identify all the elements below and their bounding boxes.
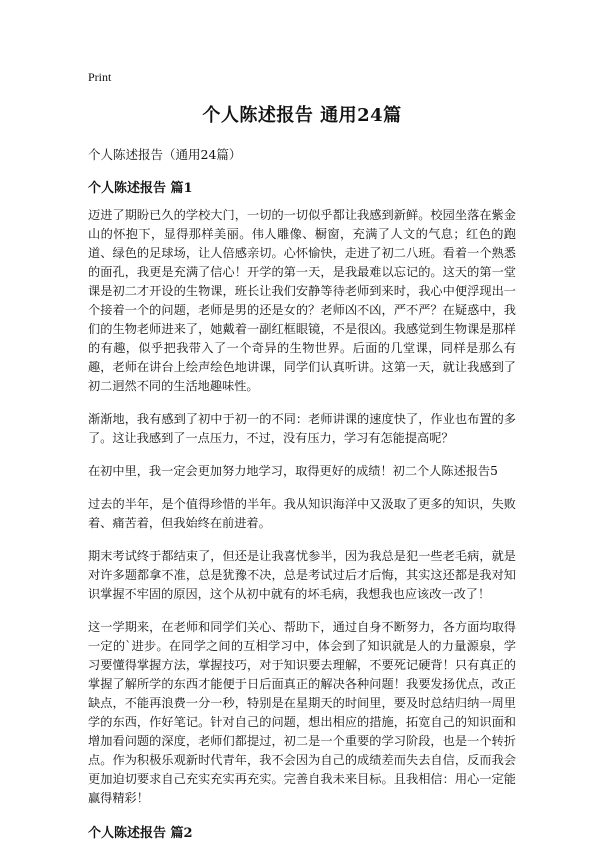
paragraph-3: 在初中里，我一定会更加努力地学习，取得更好的成绩！初二个人陈述报告5 [88,464,498,478]
document-subtitle: 个人陈述报告（通用24篇） [88,147,242,162]
section-heading-1: 个人陈述报告 篇1 [88,181,193,196]
print-label: Print [88,70,112,84]
paragraph-4: 过去的半年，是个值得珍惜的半年。我从知识海洋中又汲取了更多的知识，失败着、痛苦着，但我始终在前进着。 [88,497,516,530]
paragraph-1: 迈进了期盼已久的学校大门，一切的一切似乎都让我感到新鲜。校园坐落在紫金山的怀抱下，显得那样美丽。伟人雕像、橱窗，充满了人文的气息；红色的跑道、绿色的足球场，让人倍感亲切。心怀愉快，走进了初二八班。看着一个熟悉的面孔，我更是充满了信心！开学的第一天，是我最难以忘记的。这天的第一堂课是初二才开设的生物课，班长让我们安静等待老师到来时，我心中便浮现出一个接着一个的问题，老师是男的还是女的？老师凶不凶，严不严？在疑惑中，我们的生物老师进来了，她戴着一副红框眼镜，不是很凶。我感觉到生物课是那样的有趣，似乎把我带入了一个奇异的生物世界。后面的几堂课，同样是那么有趣，老师在讲台上绘声绘色地讲课，同学们认真听讲。这第一天，就让我感到了初二迥然不同的生活地趣味性。 [88,208,516,393]
paragraph-2: 渐渐地，我有感到了初中于初一的不同：老师讲课的速度快了，作业也布置的多了。这让我感到了一点压力，不过，没有压力，学习有怎能提高呢？ [88,412,516,445]
paragraph-5: 期末考试终于都结束了，但还是让我喜忧参半，因为我总是犯一些老毛病，就是对许多题都拿不准，总是犹豫不决，总是考试过后才后悔，其实这还都是我对知识掌握不牢固的原因，这个从初中就有的坏毛病，我想我也应该改一改了！ [88,549,516,601]
section-heading-2: 个人陈述报告 篇2 [88,826,193,841]
document-title: 个人陈述报告 通用24篇 [202,105,402,126]
paragraph-6: 这一学期来，在老师和同学们关心、帮助下，通过自身不断努力，各方面均取得一定的`进步。在同学之间的互相学习中，体会到了知识就是人的力量源泉，学习要懂得掌握方法，掌握技巧，对于知识要去理解，不要死记硬背！只有真正的掌握了解所学的东西才能便于日后面真正的解决各种问题！我要发扬优点，改正缺点，不能再浪费一分一秒，特别是在星期天的时间里，要及时总结归纳一周里学的东西，作好笔记。针对自己的问题，想出相应的措施，拓宽自己的知识面和增加看问题的深度，老师们都提过，初二是一个重要的学习阶段，也是一个转折点。作为积极乐观新时代青年，我不会因为自己的成绩差而失去自信，反而我会更加迫切要求自己充实充实再充实。完善自我未来目标。且我相信：用心一定能赢得精彩！ [88,620,516,805]
